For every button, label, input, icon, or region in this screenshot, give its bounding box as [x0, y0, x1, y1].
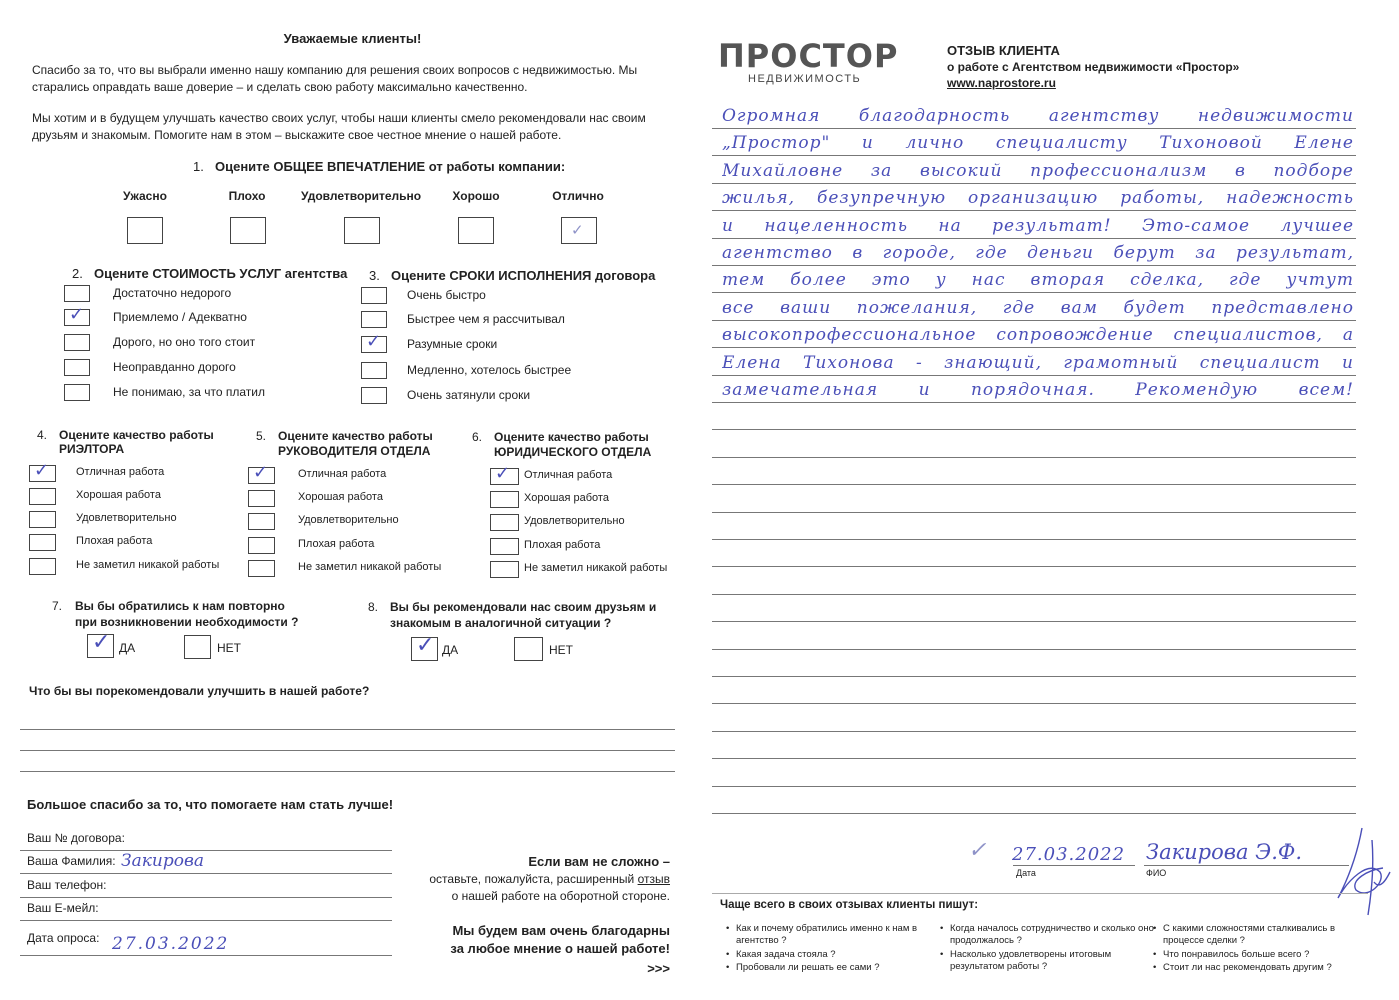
review-line-15[interactable] — [712, 512, 1356, 513]
q5-option-5-label: Не заметил никакой работы — [298, 561, 442, 573]
q1-option-excellent-label: Отлично — [552, 189, 604, 203]
q3-option-2-label: Быстрее чем я рассчитывал — [407, 312, 565, 326]
improve-line-2[interactable] — [20, 750, 675, 751]
q1-title: Оцените ОБЩЕЕ ВПЕЧАТЛЕНИЕ от работы компании: — [215, 159, 566, 174]
q1-option-bad-checkbox[interactable] — [230, 217, 266, 244]
q1-option-satisfactory-label: Удовлетворительно — [301, 189, 422, 203]
review-handwritten-line-8: все ваши пожелания, где вам будет представлено — [722, 298, 1354, 318]
q5-option-4-label: Плохая работа — [298, 538, 375, 550]
intro-paragraph-1: Спасибо за то, что вы выбрали именно нашу компанию для решения своих вопросов с недвижимостью. Мы старались оправдать ваше доверие – и сделать свою работу максимально качественно. — [32, 63, 638, 94]
review-handwritten-line-2: „Простор" и лично специалисту Тихоновой Елене — [722, 133, 1354, 153]
review-handwritten-line-1: Огромная благодарность агентству недвижимости — [722, 106, 1354, 126]
survey-date-label: Дата опроса: — [27, 931, 100, 945]
review-handwritten-line-5: и нацеленность на результат! Это-самое лучшее — [722, 216, 1354, 236]
often-item-2-1: • Когда началось сотрудничество и сколько оно продолжалось ? — [950, 923, 1155, 947]
q6-option-4-checkbox[interactable] — [490, 538, 519, 555]
review-line-11[interactable] — [712, 402, 1356, 403]
q3-option-5-label: Очень затянули сроки — [407, 388, 531, 402]
left-page — [0, 0, 690, 1000]
review-line-4[interactable] — [712, 210, 1356, 211]
review-handwritten-line-11: замечательная и порядочная. Рекомендую всем! — [722, 380, 1354, 400]
signature-date-label: Дата — [1016, 868, 1036, 878]
improve-line-3[interactable] — [20, 771, 675, 772]
q5-title: Оцените качество работы — [278, 429, 433, 443]
often-item-1-3: • Пробовали ли решать ее сами ? — [736, 962, 941, 974]
review-handwritten-line-4: жилья, безупречную организацию работы, надежность — [722, 188, 1354, 208]
q6-option-3-checkbox[interactable] — [490, 514, 519, 531]
q4-option-2-label: Хорошая работа — [76, 489, 161, 501]
survey-date-field[interactable] — [20, 955, 392, 956]
q5-subtitle: РУКОВОДИТЕЛЯ ОТДЕЛА — [278, 444, 431, 458]
often-item-1-2: • Какая задача стояла ? — [736, 949, 941, 961]
grateful-line-2: за любое мнение о нашей работе! — [450, 941, 670, 956]
company-logo — [718, 39, 898, 85]
q6-subtitle: ЮРИДИЧЕСКОГО ОТДЕЛА — [494, 445, 652, 459]
q3-option-4-label: Медленно, хотелось быстрее — [407, 363, 572, 377]
q6-checkmark: ✓ — [495, 463, 511, 484]
q4-title: Оцените качество работы — [59, 428, 214, 442]
q6-number: 6. — [472, 430, 483, 444]
contract-field[interactable] — [20, 850, 392, 851]
q1-option-terrible-label: Ужасно — [123, 189, 167, 203]
review-line-7[interactable] — [712, 292, 1356, 293]
q7-title: Вы бы обратились к нам повторно — [75, 599, 285, 613]
q1-checkmark: ✓ — [571, 221, 584, 239]
q2-checkmark: ✓ — [69, 304, 85, 325]
q1-option-good-label: Хорошо — [452, 189, 500, 203]
q4-option-2-checkbox[interactable] — [29, 488, 56, 505]
often-title: Чаще всего в своих отзывах клиенты пишут: — [720, 899, 979, 911]
company-website-link[interactable]: www.naprostore.ru — [947, 76, 1056, 90]
q7-yes-checkmark: ✓ — [92, 630, 111, 655]
phone-field[interactable] — [20, 897, 392, 898]
review-handwritten-line-3: Михайловне за высокий профессионализм в подборе — [722, 161, 1354, 181]
review-line-13[interactable] — [712, 457, 1356, 458]
q3-option-5-checkbox[interactable] — [361, 387, 387, 404]
often-item-3-1: • С какими сложностями сталкивались в процессе сделки ? — [1163, 923, 1368, 947]
q5-option-1-label: Отличная работа — [298, 468, 387, 480]
review-line-21[interactable] — [712, 676, 1356, 677]
often-item-1-1: • Как и почему обратились именно к нам в агентство ? — [736, 923, 941, 947]
review-line-23[interactable] — [712, 731, 1356, 732]
review-line-24[interactable] — [712, 758, 1356, 759]
q3-option-1-label: Очень быстро — [407, 288, 486, 302]
q6-option-4-label: Плохая работа — [524, 539, 601, 551]
review-handwritten-line-9: высокопрофессиональное сопровождение специалистов, а — [722, 325, 1354, 345]
review-line-9[interactable] — [712, 347, 1356, 348]
improve-line-1[interactable] — [20, 729, 675, 730]
q7-no-label: НЕТ — [217, 641, 241, 655]
review-handwritten-line-6: агентство в городе, где деньги берут за результат, — [722, 243, 1354, 263]
review-line-8[interactable] — [712, 320, 1356, 321]
q6-option-5-checkbox[interactable] — [490, 561, 519, 578]
logo-main-text: ПРОСТОР — [718, 37, 899, 75]
leave-review-line-2: о нашей работе на оборотной стороне. — [451, 889, 670, 903]
review-header-subtitle: о работе с Агентством недвижимости «Простор» — [947, 60, 1240, 74]
signature-fio-value: Закирова Э.Ф. — [1146, 840, 1303, 864]
q3-option-1-checkbox[interactable] — [361, 287, 387, 304]
if-not-hard-text: Если вам не сложно – — [528, 854, 670, 869]
review-line-2[interactable] — [712, 155, 1356, 156]
review-line-12[interactable] — [712, 429, 1356, 430]
q6-option-2-label: Хорошая работа — [524, 492, 609, 504]
q4-option-4-checkbox[interactable] — [29, 534, 56, 551]
q7-yes-label: ДА — [119, 641, 136, 655]
q4-option-5-checkbox[interactable] — [29, 558, 56, 575]
q1-option-good-checkbox[interactable] — [458, 217, 494, 244]
signature-fio-label: ФИО — [1146, 868, 1167, 878]
q4-subtitle: РИЭЛТОРА — [59, 442, 125, 456]
q4-option-5-label: Не заметил никакой работы — [76, 559, 220, 571]
q5-checkmark: ✓ — [253, 462, 269, 483]
review-line-25[interactable] — [712, 786, 1356, 787]
q2-option-5-label: Не понимаю, за что платил — [113, 385, 266, 399]
q2-title: Оцените СТОИМОСТЬ УСЛУГ агентства — [94, 266, 348, 281]
q7-subtitle: при возникновении необходимости ? — [75, 615, 299, 629]
q1-option-satisfactory-checkbox[interactable] — [344, 217, 380, 244]
q7-no-checkbox[interactable] — [184, 635, 211, 659]
review-line-18[interactable] — [712, 594, 1356, 595]
review-line-14[interactable] — [712, 484, 1356, 485]
q5-option-2-label: Хорошая работа — [298, 491, 383, 503]
signature-fio-line[interactable] — [1144, 865, 1349, 866]
q6-title: Оцените качество работы — [494, 430, 649, 444]
q4-option-3-checkbox[interactable] — [29, 511, 56, 528]
review-line-10[interactable] — [712, 375, 1356, 376]
review-line-19[interactable] — [712, 621, 1356, 622]
q3-title: Оцените СРОКИ ИСПОЛНЕНИЯ договора — [391, 268, 656, 283]
right-page — [700, 0, 1399, 1000]
q5-option-2-checkbox[interactable] — [248, 490, 275, 507]
q8-no-label: НЕТ — [549, 643, 573, 657]
signature-date-value: 27.03.2022 — [1012, 844, 1126, 865]
next-page-arrows: >>> — [647, 961, 670, 976]
improve-question: Что бы вы порекомендовали улучшить в нашей работе? — [29, 684, 370, 698]
review-line-26[interactable] — [712, 813, 1356, 814]
review-line-16[interactable] — [712, 539, 1356, 540]
phone-label: Ваш телефон: — [27, 878, 107, 892]
review-line-5[interactable] — [712, 238, 1356, 239]
q8-no-checkbox[interactable] — [514, 637, 543, 661]
q8-yes-checkmark: ✓ — [416, 633, 435, 658]
q2-option-4-checkbox[interactable] — [64, 359, 90, 376]
q3-number: 3. — [369, 268, 380, 283]
q6-option-2-checkbox[interactable] — [490, 491, 519, 508]
q3-option-2-checkbox[interactable] — [361, 311, 387, 328]
surname-field[interactable] — [20, 873, 392, 874]
contract-label: Ваш № договора: — [27, 831, 125, 845]
q8-number: 8. — [368, 600, 379, 614]
q1-number: 1. — [193, 159, 204, 174]
q4-option-3-label: Удовлетворительно — [76, 512, 177, 524]
q4-checkmark: ✓ — [34, 460, 50, 481]
q2-option-1-checkbox[interactable] — [64, 285, 90, 302]
review-header-title: ОТЗЫВ КЛИЕНТА — [947, 43, 1060, 58]
q7-number: 7. — [52, 599, 63, 613]
review-handwritten-line-7: тем более это у нас вторая сделка, где учтут — [722, 270, 1354, 290]
q8-title: Вы бы рекомендовали нас своим друзьям и — [390, 600, 657, 614]
often-divider — [712, 893, 1368, 894]
q3-option-4-checkbox[interactable] — [361, 362, 387, 379]
q2-option-3-checkbox[interactable] — [64, 334, 90, 351]
pencil-check-mark: ✓ — [968, 838, 987, 863]
review-line-3[interactable] — [712, 183, 1356, 184]
thanks-text: Большое спасибо за то, что помогаете нам стать лучше! — [27, 797, 394, 812]
greeting-title: Уважаемые клиенты! — [283, 31, 422, 46]
q3-checkmark: ✓ — [366, 331, 382, 352]
q4-option-1-label: Отличная работа — [76, 466, 165, 478]
handwritten-signature — [1328, 820, 1393, 920]
email-field[interactable] — [20, 920, 392, 921]
q8-yes-label: ДА — [442, 643, 459, 657]
review-line-17[interactable] — [712, 566, 1356, 567]
q5-option-5-checkbox[interactable] — [248, 560, 275, 577]
review-line-22[interactable] — [712, 703, 1356, 704]
review-handwritten-line-10: Елена Тихонова - знающий, грамотный специалист и — [722, 353, 1354, 373]
surname-value: Закирова — [121, 851, 204, 871]
q2-option-1-label: Достаточно недорого — [113, 286, 232, 300]
often-item-2-2: • Насколько удовлетворены итоговым результатом работы ? — [950, 949, 1155, 973]
q5-option-4-checkbox[interactable] — [248, 537, 275, 554]
q2-option-4-label: Неоправданно дорого — [113, 360, 236, 374]
surname-label: Ваша Фамилия: — [27, 854, 116, 868]
q1-option-bad-label: Плохо — [228, 189, 266, 203]
q1-option-terrible-checkbox[interactable] — [127, 217, 163, 244]
intro-paragraph-2: Мы хотим и в будущем улучшать качество своих услуг, чтобы наши клиенты смело рекомендовали нас своим друзьям и знакомым. Помогите нам в этом – выскажите свое честное мнение о нашей работе. — [32, 111, 646, 142]
logo-sub-text: НЕДВИЖИМОСТЬ — [748, 73, 862, 85]
q5-option-3-checkbox[interactable] — [248, 513, 275, 530]
review-line-6[interactable] — [712, 265, 1356, 266]
leave-review-line-1 — [429, 872, 670, 886]
signature-date-line[interactable] — [1013, 865, 1135, 866]
review-line-20[interactable] — [712, 649, 1356, 650]
survey-date-value: 27.03.2022 — [112, 934, 230, 954]
often-item-3-2: • Что понравилось больше всего ? — [1163, 949, 1368, 961]
q8-subtitle: знакомым в аналогичной ситуации ? — [390, 616, 612, 630]
email-label: Ваш Е-мейл: — [27, 901, 99, 915]
q2-option-5-checkbox[interactable] — [64, 384, 90, 401]
often-item-3-3: • Стоит ли нас рекомендовать другим ? — [1163, 962, 1368, 974]
q5-option-3-label: Удовлетворительно — [298, 514, 399, 526]
q2-option-2-label: Приемлемо / Адекватно — [113, 310, 247, 324]
q6-option-1-label: Отличная работа — [524, 469, 613, 481]
review-link[interactable]: отзыв — [637, 872, 670, 886]
grateful-line-1: Мы будем вам очень благодарны — [452, 923, 670, 938]
q5-number: 5. — [256, 429, 267, 443]
q4-option-4-label: Плохая работа — [76, 535, 153, 547]
q3-option-3-label: Разумные сроки — [407, 337, 498, 351]
q6-option-5-label: Не заметил никакой работы — [524, 562, 668, 574]
q4-number: 4. — [37, 428, 48, 442]
q2-number: 2. — [72, 266, 83, 281]
q6-option-3-label: Удовлетворительно — [524, 515, 625, 527]
q2-option-3-label: Дорого, но оно того стоит — [113, 335, 256, 349]
leave-review-text: оставьте, пожалуйста, расширенный — [429, 872, 635, 886]
review-line-1[interactable] — [712, 128, 1356, 129]
